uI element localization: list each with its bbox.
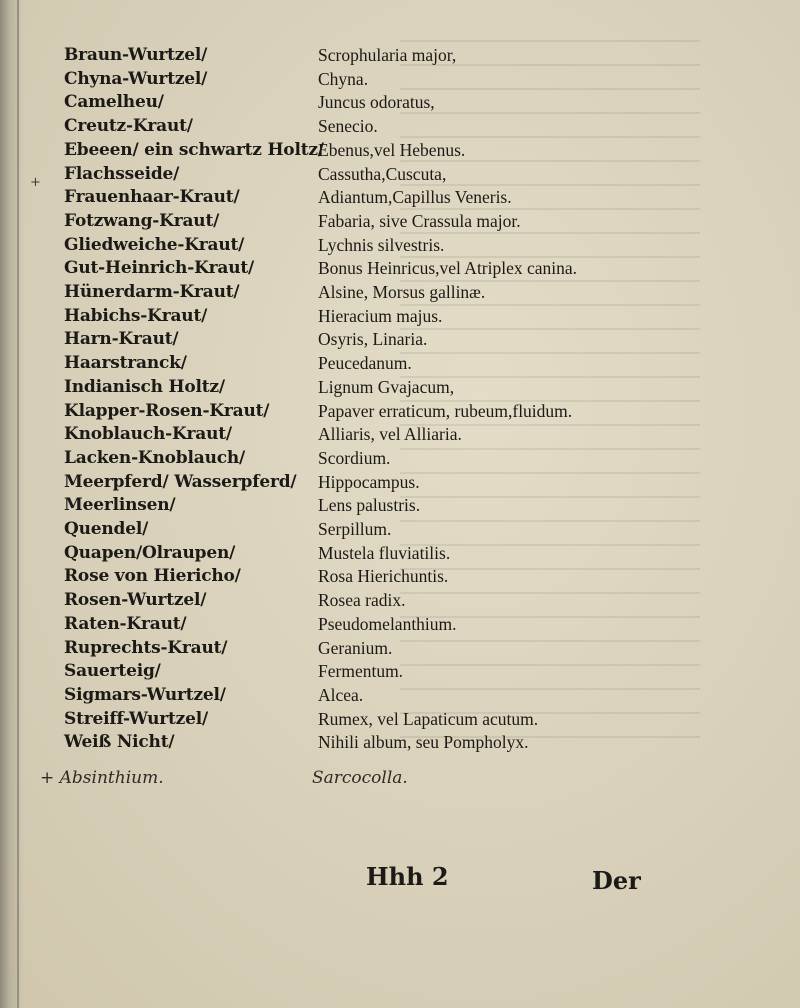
- latin-name-entry: Rosa Hierichuntis.: [318, 566, 449, 587]
- latin-name-entry: Fermentum.: [318, 661, 404, 682]
- handwritten-entry-left: + Absinthium.: [40, 768, 164, 788]
- latin-name-entry: Cassutha,Cuscuta,: [318, 163, 447, 184]
- latin-name-entry: Bonus Heinricus,vel Atriplex canina.: [318, 258, 578, 279]
- latin-name-entry: Scrophularia major,: [318, 45, 457, 65]
- signature-mark: Hhh 2: [366, 862, 449, 891]
- german-name-entry: Camelheu/: [64, 92, 164, 113]
- latin-name-entry: Nihili album, seu Pompholyx.: [318, 732, 529, 753]
- german-name-entry: Sigmars-Wurtzel/: [64, 684, 226, 705]
- german-name-entry: Knoblauch-Kraut/: [64, 424, 232, 445]
- latin-name-entry: Osyris, Linaria.: [318, 329, 428, 350]
- german-name-entry: Ebeeen/ ein schwartz Holtz/: [64, 139, 324, 160]
- latin-name-entry: Lens palustris.: [318, 495, 421, 516]
- german-name-entry: Gut-Heinrich-Kraut/: [64, 258, 255, 279]
- german-name-entry: Sauerteig/: [64, 661, 161, 682]
- latin-name-entry: Chyna.: [318, 68, 369, 89]
- german-name-entry: Lacken-Knoblauch/: [64, 447, 246, 468]
- german-name-entry: Frauenhaar-Kraut/: [64, 187, 240, 208]
- latin-name-entry: Hieracium majus.: [318, 305, 443, 326]
- latin-name-entry: Fabaria, sive Crassula major.: [318, 210, 521, 231]
- german-name-entry: Rosen-Wurtzel/: [64, 590, 207, 611]
- german-name-entry: Harn-Kraut/: [64, 329, 179, 350]
- latin-name-entry: Alcea.: [318, 684, 364, 705]
- german-name-entry: Quendel/: [64, 519, 149, 540]
- german-names-column: [64, 44, 324, 755]
- german-name-entry: Creutz-Kraut/: [64, 116, 193, 137]
- german-name-entry: Hünerdarm-Kraut/: [64, 282, 240, 303]
- latin-name-entry: Pseudomelanthium.: [318, 613, 457, 634]
- german-name-entry: Habichs-Kraut/: [64, 305, 208, 326]
- german-name-entry: Fotzwang-Kraut/: [64, 210, 220, 231]
- german-name-entry: Weiß Nicht/: [64, 732, 175, 753]
- handwritten-entry-right: Sarcocolla.: [312, 768, 408, 788]
- binding-gutter: [17, 0, 19, 1008]
- catchword: Der: [592, 866, 641, 895]
- german-name-entry: Braun-Wurtzel/: [64, 45, 208, 65]
- german-name-entry: Meerlinsen/: [64, 495, 176, 516]
- latin-name-entry: Papaver erraticum, rubeum,fluidum.: [318, 400, 573, 421]
- german-name-entry: Flachsseide/: [64, 163, 180, 184]
- latin-name-entry: Alsine, Morsus gallinæ.: [318, 282, 486, 303]
- latin-name-entry: Mustela fluviatilis.: [318, 542, 451, 563]
- german-name-entry: Quapen/Olraupen/: [64, 542, 236, 563]
- latin-name-entry: Rumex, vel Lapaticum acutum.: [318, 708, 539, 729]
- latin-name-entry: Lychnis silvestris.: [318, 234, 445, 255]
- latin-name-entry: Rosea radix.: [318, 590, 406, 611]
- latin-name-entry: Senecio.: [318, 116, 378, 137]
- german-name-entry: Gliedweiche-Kraut/: [64, 234, 245, 255]
- margin-note: +: [30, 175, 41, 190]
- latin-name-entry: Ebenus,vel Hebenus.: [318, 139, 466, 160]
- german-name-entry: Ruprechts-Kraut/: [64, 637, 228, 658]
- german-name-entry: Klapper-Rosen-Kraut/: [64, 400, 270, 421]
- latin-name-entry: Adiantum,Capillus Veneris.: [318, 187, 512, 208]
- german-name-entry: Raten-Kraut/: [64, 613, 187, 634]
- latin-names-column: [318, 44, 577, 755]
- german-name-entry: Rose von Hiericho/: [64, 566, 241, 587]
- latin-name-entry: Geranium.: [318, 637, 393, 658]
- german-name-entry: Streiff-Wurtzel/: [64, 708, 209, 729]
- latin-name-entry: Alliaris, vel Alliaria.: [318, 424, 462, 445]
- latin-name-entry: Serpillum.: [318, 519, 392, 540]
- latin-name-entry: Peucedanum.: [318, 353, 412, 374]
- latin-name-entry: Scordium.: [318, 447, 391, 468]
- german-name-entry: Chyna-Wurtzel/: [64, 68, 208, 89]
- german-name-entry: Meerpferd/ Wasserpferd/: [64, 471, 297, 492]
- latin-name-entry: Lignum Gvajacum,: [318, 376, 455, 397]
- german-name-entry: Haarstranck/: [64, 353, 187, 374]
- latin-name-entry: Juncus odoratus,: [318, 92, 435, 113]
- german-name-entry: Indianisch Holtz/: [64, 376, 225, 397]
- latin-name-entry: Hippocampus.: [318, 471, 420, 492]
